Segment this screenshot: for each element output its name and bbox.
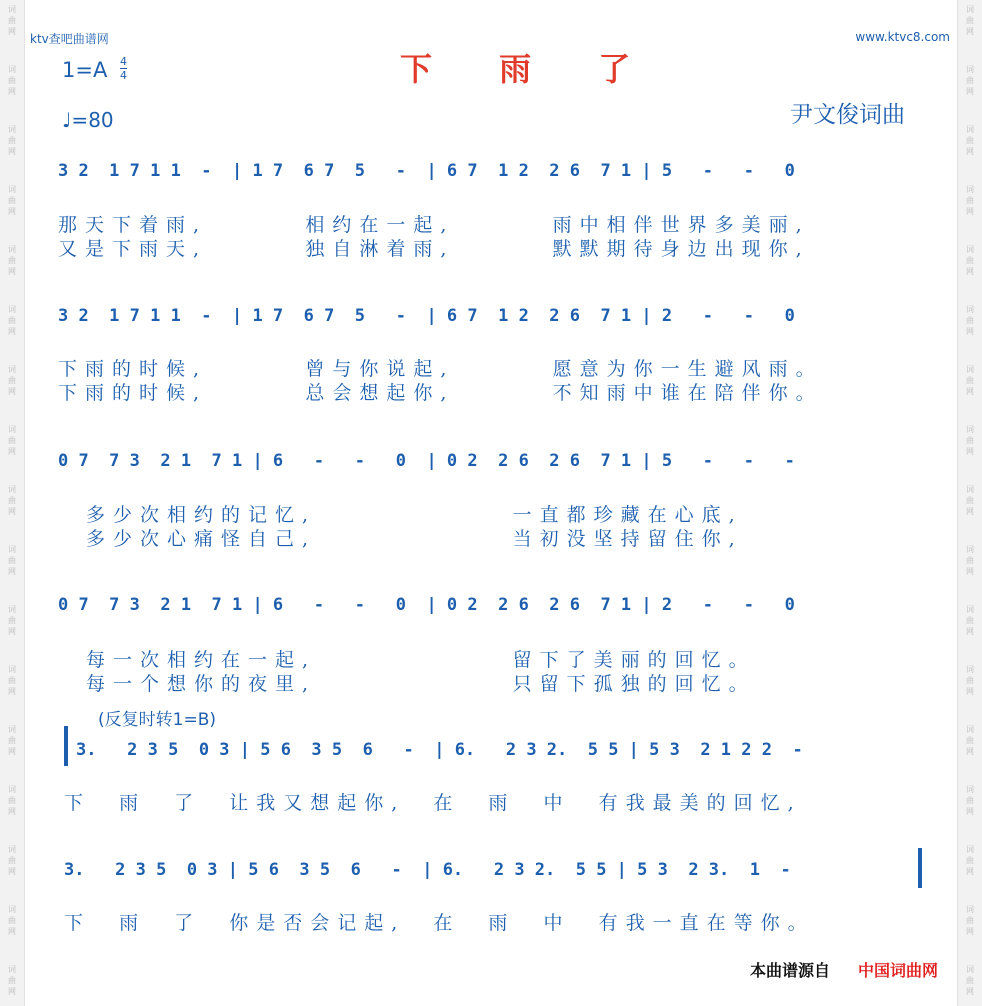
watermark-text: 词 曲 网 bbox=[966, 365, 974, 396]
watermark-text: 词 曲 网 bbox=[966, 305, 974, 336]
lyric-row-3-verse-1: 多少次相约的记忆, 一直都珍藏在心底, bbox=[72, 504, 743, 526]
watermark-text: 词 曲 网 bbox=[966, 545, 974, 576]
watermark-text: 词 曲 网 bbox=[8, 305, 16, 336]
watermark-text: 词 曲 网 bbox=[966, 965, 974, 996]
author-credit: 尹文俊词曲 bbox=[790, 102, 905, 128]
watermark-text: 词 曲 网 bbox=[966, 605, 974, 636]
site-name-left[interactable]: ktv查吧曲谱网 bbox=[30, 32, 109, 46]
watermark-text: 词 曲 网 bbox=[966, 845, 974, 876]
watermark-text: 词 曲 网 bbox=[966, 125, 974, 156]
notation-row-3: 0 7 7 3 2 1 7 1 | 6 - - 0 | 0 2 2 6 2 6 7 1 | 5 - - - bbox=[58, 451, 795, 471]
watermark-text: 词 曲 网 bbox=[8, 605, 16, 636]
watermark-text: 词 曲 网 bbox=[8, 725, 16, 756]
watermark-strip-right bbox=[957, 0, 982, 1006]
lyric-row-2-verse-1: 下雨的时候, 曾与你说起, 愿意为你一生避风雨。 bbox=[58, 358, 823, 380]
watermark-text: 词 曲 网 bbox=[966, 5, 974, 36]
watermark-text: 词 曲 网 bbox=[966, 65, 974, 96]
watermark-text: 词 曲 网 bbox=[8, 785, 16, 816]
notation-row-2: 3 2 1 7 1 1 - | 1 7 6 7 5 - | 6 7 1 2 2 6 7 1 | 2 - - 0 bbox=[58, 306, 795, 326]
lyric-row-6: 下 雨 了 你是否会记起, 在 雨 中 有我一直在等你。 bbox=[64, 912, 815, 934]
repeat-start-barline bbox=[64, 726, 68, 766]
lyric-row-3-verse-2: 多少次心痛怪自己, 当初没坚持留住你, bbox=[72, 528, 743, 550]
watermark-text: 词 曲 网 bbox=[966, 665, 974, 696]
watermark-text: 词 曲 网 bbox=[8, 545, 16, 576]
site-url-right[interactable]: www.ktvc8.com bbox=[855, 30, 950, 44]
footer-site-link[interactable]: 中国词曲网 bbox=[858, 961, 939, 980]
lyric-row-1-verse-2: 又是下雨天, 独自淋着雨, 默默期待身边出现你, bbox=[58, 238, 810, 260]
notation-row-5: 3. 2 3 5 0 3 | 5 6 3 5 6 - | 6. 2 3 2. 5 5 | 5 3 2 1 2 2 - bbox=[76, 740, 803, 760]
time-numerator: 4 bbox=[120, 55, 127, 68]
watermark-text: 词 曲 网 bbox=[8, 65, 16, 96]
watermark-text: 词 曲 网 bbox=[966, 785, 974, 816]
watermark-text: 词 曲 网 bbox=[966, 425, 974, 456]
watermark-text: 词 曲 网 bbox=[8, 665, 16, 696]
footer-source-label: 本曲谱源自 bbox=[750, 961, 831, 980]
notation-row-1: 3 2 1 7 1 1 - | 1 7 6 7 5 - | 6 7 1 2 2 6 7 1 | 5 - - 0 bbox=[58, 161, 795, 181]
watermark-text: 词 曲 网 bbox=[8, 365, 16, 396]
watermark-text: 词 曲 网 bbox=[966, 725, 974, 756]
watermark-text: 词 曲 网 bbox=[966, 905, 974, 936]
notation-row-4: 0 7 7 3 2 1 7 1 | 6 - - 0 | 0 2 2 6 2 6 7 1 | 2 - - 0 bbox=[58, 595, 795, 615]
repeat-key-change-note: (反复时转1=B) bbox=[98, 710, 216, 730]
watermark-text: 词 曲 网 bbox=[966, 185, 974, 216]
watermark-text: 词 曲 网 bbox=[8, 905, 16, 936]
watermark-text: 词 曲 网 bbox=[8, 425, 16, 456]
repeat-end-barline bbox=[918, 848, 922, 888]
song-title: 下 雨 了 bbox=[400, 50, 659, 88]
lyric-row-5: 下 雨 了 让我又想起你, 在 雨 中 有我最美的回忆, bbox=[64, 792, 802, 814]
watermark-text: 词 曲 网 bbox=[8, 125, 16, 156]
watermark-strip-left bbox=[0, 0, 25, 1006]
time-denominator: 4 bbox=[120, 69, 127, 82]
lyric-row-4-verse-2: 每一个想你的夜里, 只留下孤独的回忆。 bbox=[72, 673, 756, 695]
watermark-text: 词 曲 网 bbox=[8, 845, 16, 876]
watermark-text: 词 曲 网 bbox=[8, 5, 16, 36]
watermark-text: 词 曲 网 bbox=[8, 245, 16, 276]
watermark-text: 词 曲 网 bbox=[966, 245, 974, 276]
time-signature bbox=[120, 55, 127, 82]
watermark-text: 词 曲 网 bbox=[966, 485, 974, 516]
lyric-row-4-verse-1: 每一次相约在一起, 留下了美丽的回忆。 bbox=[72, 649, 756, 671]
watermark-text: 词 曲 网 bbox=[8, 185, 16, 216]
lyric-row-1-verse-1: 那天下着雨, 相约在一起, 雨中相伴世界多美丽, bbox=[58, 214, 810, 236]
lyric-row-2-verse-2: 下雨的时候, 总会想起你, 不知雨中谁在陪伴你。 bbox=[58, 382, 823, 404]
watermark-text: 词 曲 网 bbox=[8, 485, 16, 516]
key-signature: 1=A bbox=[62, 58, 108, 82]
watermark-text: 词 曲 网 bbox=[8, 965, 16, 996]
tempo-marking: ♩=80 bbox=[62, 108, 114, 132]
notation-row-6: 3. 2 3 5 0 3 | 5 6 3 5 6 - | 6. 2 3 2. 5 5 | 5 3 2 3. 1 - bbox=[64, 860, 791, 880]
